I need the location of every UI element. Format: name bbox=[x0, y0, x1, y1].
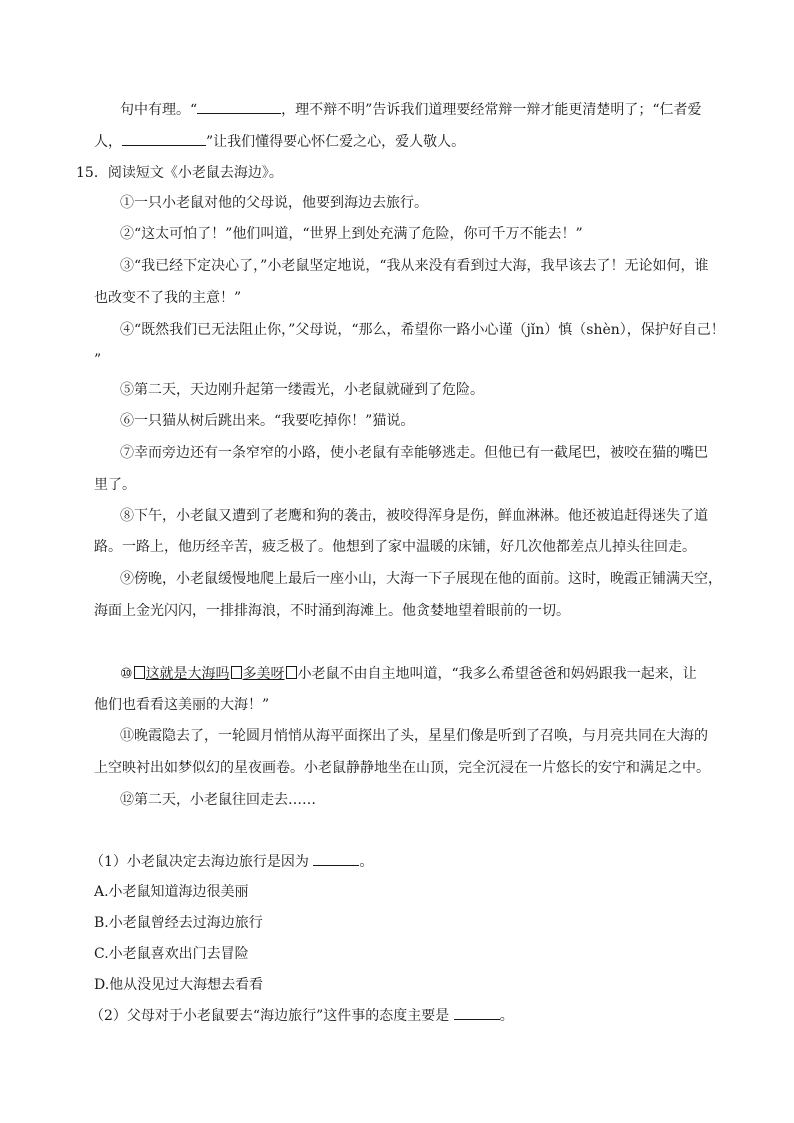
intro-text: ”让我们懂得要心怀仁爱之心，爱人敬人。 bbox=[206, 134, 466, 150]
option-b[interactable] bbox=[94, 913, 263, 933]
intro-text: 句中有理。“ bbox=[120, 102, 198, 118]
paragraph-5 bbox=[120, 380, 484, 400]
option-text: D.他从没见过大海想去看看 bbox=[94, 977, 264, 993]
intro-line-2 bbox=[94, 131, 465, 152]
subquestion-prompt: （1）小老鼠决定去海边旅行是因为 bbox=[90, 854, 309, 870]
paragraph-text: ” bbox=[94, 352, 102, 368]
paragraph-text: 第二天，天边刚升起第一缕霞光，小老鼠就碰到了危险。 bbox=[134, 382, 484, 398]
paragraph-2 bbox=[120, 224, 583, 244]
option-c[interactable] bbox=[94, 944, 249, 964]
paragraph-3 bbox=[120, 256, 708, 276]
paragraph-7-cont bbox=[94, 475, 136, 495]
paragraph-number: ⑥ bbox=[120, 413, 134, 429]
paragraph-number: ⑪ bbox=[120, 728, 134, 744]
question-number: 15． bbox=[76, 165, 108, 181]
paragraph-text: 上空映衬出如梦似幻的星夜画卷。小老鼠静静地坐在山顶，完全沉浸在一片悠长的安宁和满足之中。 bbox=[94, 760, 710, 776]
paragraph-text: 傍晚，小老鼠缓慢地爬上最后一座小山，大海一下子展现在他的面前。这时，晚霞正铺满天空， bbox=[134, 571, 722, 587]
paragraph-4 bbox=[120, 320, 725, 340]
punctuation-box[interactable] bbox=[286, 666, 297, 679]
paragraph-text: “这太可怕了！”他们叫道，“世界上到处充满了危险，你可千万不能去！” bbox=[134, 226, 583, 242]
paragraph-text: 第二天，小老鼠往回走去…… bbox=[134, 792, 316, 808]
paragraph-number: ④ bbox=[120, 322, 134, 338]
option-d[interactable] bbox=[94, 975, 263, 995]
question-heading bbox=[76, 163, 283, 183]
option-a[interactable] bbox=[94, 882, 249, 902]
paragraph-text-underlined bbox=[133, 666, 298, 682]
paragraph-number: ② bbox=[120, 226, 134, 242]
punctuation-box[interactable] bbox=[231, 666, 242, 679]
paragraph-text: 幸而旁边还有一条窄窄的小路，使小老鼠有幸能够逃走。但他已有一截尾巴，被咬在猫的嘴巴 bbox=[134, 445, 708, 461]
paragraph-text: 里了。 bbox=[94, 477, 136, 493]
paragraph-4-cont bbox=[94, 350, 101, 370]
paragraph-text: 他们也看看这美丽的大海！” bbox=[94, 697, 270, 713]
paragraph-11 bbox=[120, 726, 708, 746]
paragraph-text: “我已经下定决心了，”小老鼠坚定地说，“我从来没有看到过大海，我早该去了！无论如何，谁 bbox=[134, 258, 709, 274]
question-title: 阅读短文《小老鼠去海边》。 bbox=[107, 165, 283, 181]
paragraph-text: 这就是大海吗 bbox=[145, 666, 230, 682]
paragraph-number: ⑤ bbox=[120, 382, 134, 398]
answer-blank[interactable] bbox=[313, 851, 359, 866]
paragraph-text: 海面上金光闪闪，一排排海浪，不时涌到海滩上。他贪婪地望着眼前的一切。 bbox=[94, 603, 570, 619]
paragraph-text: 一只猫从树后跳出来。“我要吃掉你！”猫说。 bbox=[134, 413, 415, 429]
paragraph-text: “既然我们已无法阻止你，”父母说，“那么，希望你一路小心谨（jǐn）慎（shèn），保护好自己！ bbox=[134, 322, 725, 338]
paragraph-8 bbox=[120, 506, 708, 526]
paragraph-1 bbox=[120, 193, 428, 213]
intro-line-1 bbox=[120, 99, 702, 120]
fill-blank[interactable] bbox=[122, 131, 206, 146]
paragraph-7 bbox=[120, 443, 708, 463]
paragraph-3-cont bbox=[94, 288, 241, 308]
option-text: A.小老鼠知道海边很美丽 bbox=[94, 884, 249, 900]
paragraph-10 bbox=[120, 664, 697, 684]
paragraph-8-cont bbox=[94, 537, 696, 557]
subquestion-end: 。 bbox=[359, 854, 374, 870]
paragraph-number: ⑩ bbox=[120, 666, 133, 682]
punctuation-box[interactable] bbox=[134, 666, 145, 679]
subquestion-1 bbox=[90, 851, 373, 872]
paragraph-9 bbox=[120, 569, 722, 589]
paragraph-6 bbox=[120, 411, 414, 431]
paragraph-text: 路。一路上，他历经辛苦，疲乏极了。他想到了家中温暖的床铺，好几次他都差点儿掉头往回走。 bbox=[94, 539, 696, 555]
paragraph-number: ③ bbox=[120, 258, 134, 274]
paragraph-number: ① bbox=[120, 195, 134, 211]
subquestion-2 bbox=[90, 1005, 514, 1026]
paragraph-text: 也改变不了我的主意！” bbox=[94, 290, 242, 306]
paragraph-text: 小老鼠不由自主地叫道，“我多么希望爸爸和妈妈跟我一起来，让 bbox=[297, 666, 697, 682]
paragraph-9-cont bbox=[94, 601, 570, 621]
intro-text: 人， bbox=[94, 134, 122, 150]
paragraph-number: ⑨ bbox=[120, 571, 134, 587]
paragraph-10-cont bbox=[94, 695, 269, 715]
paragraph-text: 一只小老鼠对他的父母说，他要到海边去旅行。 bbox=[134, 195, 428, 211]
paragraph-12 bbox=[120, 790, 316, 810]
paragraph-11-cont bbox=[94, 758, 710, 778]
option-text: C.小老鼠喜欢出门去冒险 bbox=[94, 946, 249, 962]
paragraph-text: 晚霞隐去了，一轮圆月悄悄从海平面探出了头，星星们像是听到了召唤，与月亮共同在大海的 bbox=[134, 728, 708, 744]
answer-blank[interactable] bbox=[454, 1005, 500, 1020]
paragraph-text: 多美呀 bbox=[242, 666, 285, 682]
subquestion-end: 。 bbox=[499, 1008, 514, 1024]
option-text: B.小老鼠曾经去过海边旅行 bbox=[94, 915, 263, 931]
paragraph-number: ⑫ bbox=[120, 792, 134, 808]
intro-text: ，理不辩不明”告诉我们道理要经常辩一辩才能更清楚明了；“仁者爱 bbox=[281, 102, 702, 118]
paragraph-number: ⑦ bbox=[120, 445, 134, 461]
paragraph-text: 下午，小老鼠又遭到了老鹰和狗的袭击，被咬得浑身是伤，鲜血淋淋。他还被追赶得迷失了道 bbox=[134, 508, 708, 524]
subquestion-prompt: （2）父母对于小老鼠要去“海边旅行”这件事的态度主要是 bbox=[90, 1008, 450, 1024]
paragraph-number: ⑧ bbox=[120, 508, 134, 524]
fill-blank[interactable] bbox=[197, 99, 281, 114]
